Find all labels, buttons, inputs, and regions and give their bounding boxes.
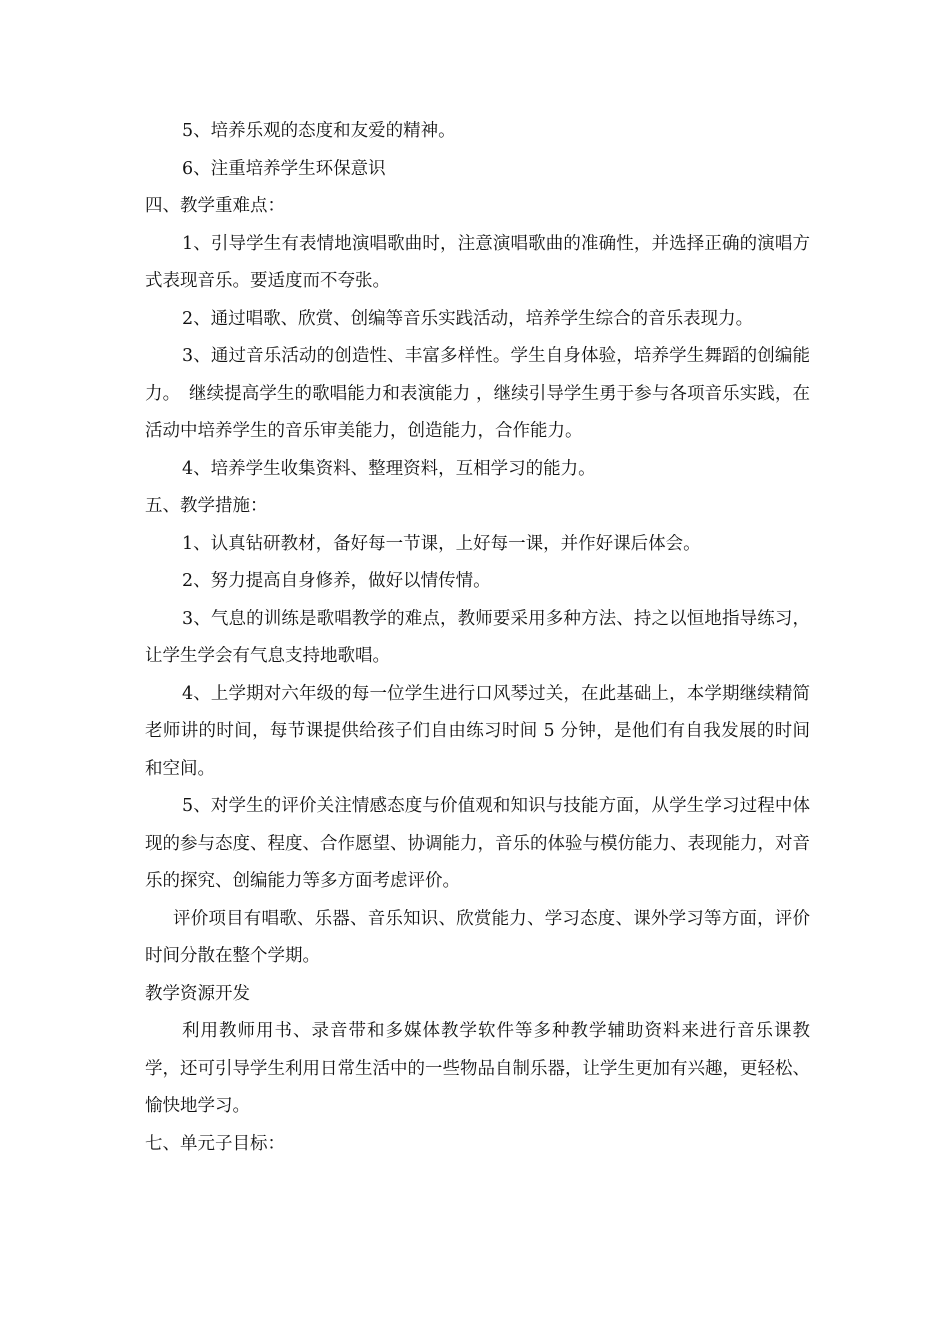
paragraph-key-point-2: 2、通过唱歌、欣赏、创编等音乐实践活动，培养学生综合的音乐表现力。 (182, 308, 754, 329)
paragraph-measure-4: 4、上学期对六年级的每一位学生进行口风琴过关，在此基础上，本学期继续精简老师讲的时间，每节课提供给孩子们自由练习时间 5 分钟，是他们有自我发展的时间和空间。 (145, 683, 810, 779)
paragraph-key-point-4: 4、培养学生收集资料、整理资料，互相学习的能力。 (182, 458, 596, 479)
paragraph-measure-2: 2、努力提高自身修养，做好以情传情。 (182, 571, 491, 591)
section-heading-measures: 五、教学措施： (145, 496, 268, 516)
paragraph-evaluation-items: 评价项目有唱歌、乐器、音乐知识、欣赏能力、学习态度、课外学习等方面，评价时间分散在整个学期。 (145, 908, 810, 966)
paragraph-goal-5: 5、培养乐观的态度和友爱的精神。 (182, 121, 456, 141)
paragraph-key-point-1: 1、引导学生有表情地演唱歌曲时，注意演唱歌曲的准确性，并选择正确的演唱方式表现音乐。要适度而不夸张。 (145, 233, 810, 291)
paragraph-key-point-3: 3、通过音乐活动的创造性、丰富多样性。学生自身体验，培养学生舞蹈的创编能力。 继续提高学生的歌唱能力和表演能力 ，继续引导学生勇于参与各项音乐实践，在活动中培养学生的音乐审美能力，创造能力，合作能力。 (145, 346, 810, 441)
paragraph-measure-5: 5、对学生的评价关注情感态度与价值观和知识与技能方面，从学生学习过程中体现的参与态度、程度、合作愿望、协调能力，音乐的体验与模仿能力、表现能力，对音乐的探究、创编能力等多方面考虑评价。 (145, 796, 810, 891)
paragraph-goal-6: 6、注重培养学生环保意识 (182, 158, 386, 179)
document-body (145, 113, 810, 1163)
paragraph-measure-3: 3、气息的训练是歌唱教学的难点，教师要采用多种方法、持之以恒地指导练习，让学生学会有气息支持地歌唱。 (145, 608, 810, 666)
section-heading-unit-goals: 七、单元子目标： (145, 1133, 285, 1154)
paragraph-resources: 利用教师用书、录音带和多媒体教学软件等多种教学辅助资料来进行音乐课教学，还可引导学生利用日常生活中的一些物品自制乐器，让学生更加有兴趣，更轻松、愉快地学习。 (145, 1021, 810, 1116)
paragraph-measure-1: 1、认真钻研教材，备好每一节课，上好每一课，并作好课后体会。 (182, 533, 701, 554)
section-heading-resources: 教学资源开发 (145, 983, 250, 1004)
section-heading-key-points: 四、教学重难点： (145, 196, 285, 216)
